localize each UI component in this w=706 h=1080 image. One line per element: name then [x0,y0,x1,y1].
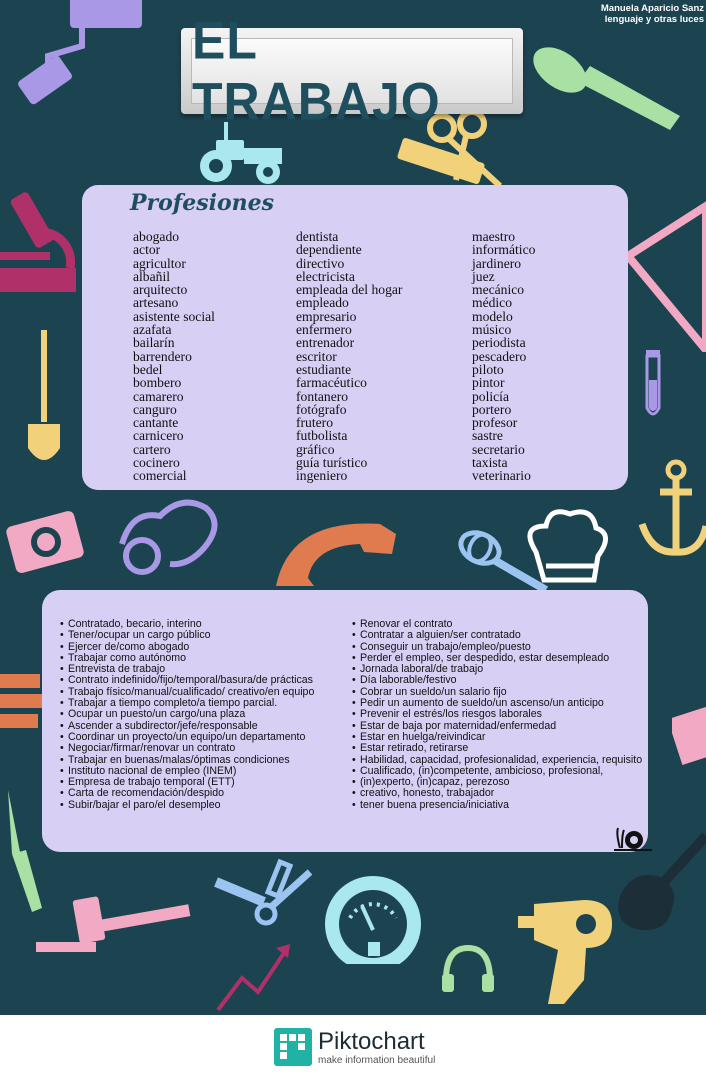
profession-item: juez [472,268,495,284]
profession-item: entrenador [296,335,355,351]
profession-item: mecánico [472,282,525,298]
wrench-screwdriver-icon [210,852,322,944]
expression-item: • Contratado, becario, interino [60,619,314,630]
profession-item: veterinario [472,468,531,484]
chart-arrow-icon [212,940,296,1015]
profession-item: frutero [296,415,333,431]
expression-item: • Conseguir un trabajo/empleo/puesto [352,642,642,653]
profession-item: profesor [472,415,518,431]
set-square-icon [624,200,706,352]
profession-item: músico [472,322,512,338]
snail-icon [612,824,654,852]
expressions-left-column [60,619,314,811]
profession-item: canguro [133,401,177,417]
expression-item: • Ocupar un puesto/un cargo/una plaza [60,709,314,720]
expression-item: • Cobrar un sueldo/un salario fijo [352,687,642,698]
gavel-icon [36,884,196,954]
profession-item: electricista [296,268,355,284]
expression-item: • Contrato indefinido/fijo/temporal/basura/de prácticas [60,675,314,686]
profession-item: futbolista [296,428,348,444]
title-banner [181,11,523,131]
footer [0,1015,706,1080]
profession-item: portero [472,401,512,417]
profession-item: cantante [133,415,179,431]
profession-item: carnicero [133,428,184,444]
profession-item: dentista [296,229,339,244]
piktochart-logo-icon [274,1028,312,1066]
profession-item: ingeniero [296,468,348,484]
profession-item: pintor [472,375,505,391]
brand-tagline: make information beautiful [318,1055,436,1066]
profession-item: informático [472,242,536,258]
telephone-icon [264,508,414,594]
expression-item: • Contratar a alguien/ser contratado [352,630,642,641]
profession-item: médico [472,295,513,311]
profession-item: fotógrafo [296,401,347,417]
page-title: EL TRABAJO [192,11,441,131]
expression-item: • Ascender a subdirector/jefe/responsable [60,721,314,732]
profession-item: estudiante [296,361,352,377]
brand-name: Piktochart [318,1028,425,1055]
expression-item: • (in)experto, (in)capaz, perezoso [352,777,642,788]
profession-item: dependiente [296,242,362,258]
microphone-icon [520,30,706,150]
profession-item: directivo [296,255,345,271]
expression-item: • Trabajar a tiempo completo/a tiempo parcial. [60,698,314,709]
expression-item: • Coordinar un proyecto/un equipo/un departamento [60,732,314,743]
professions-column-1 [133,230,215,483]
expression-item: • Ejercer de/como abogado [60,642,314,653]
profession-item: escritor [296,348,337,364]
expression-item: • Renovar el contrato [352,619,642,630]
profession-item: artesano [133,295,179,311]
expression-item: • Instituto nacional de empleo (INEM) [60,766,314,777]
profession-item: enfermero [296,322,352,338]
profession-item: actor [133,242,161,258]
title-plate [191,11,513,131]
profession-item: agricultor [133,255,186,271]
expression-item: • Empresa de trabajo temporal (ETT) [60,777,314,788]
profession-item: piloto [472,361,504,377]
stethoscope-icon [112,494,226,590]
profession-item: policía [472,388,509,404]
profession-item: modelo [472,308,513,324]
expression-item: • Trabajo físico/manual/cualificado/ creativo/en equipo [60,687,314,698]
profession-item: jardinero [472,255,522,271]
profession-item: bedel [133,361,163,377]
profession-item: guía turístico [296,455,368,471]
chef-hat-icon [524,508,610,586]
profession-item: empleado [296,295,349,311]
expression-item: • creativo, honesto, trabajador [352,788,642,799]
profession-item: fontanero [296,388,349,404]
profession-item: farmacéutico [296,375,367,391]
expression-item: • Perder el empleo, ser despedido, estar desempleado [352,653,642,664]
profession-item: empleada del hogar [296,282,403,298]
microscope-icon [0,182,90,298]
profession-item: bombero [133,375,182,391]
expression-item: • Habilidad, capacidad, profesionalidad, experiencia, requisito [352,755,642,766]
headphones-icon [440,944,496,994]
shovel-icon [24,330,64,472]
professions-column-2 [296,230,402,483]
expression-item: • Carta de recomendación/despido [60,788,314,799]
profession-item: taxista [472,455,508,471]
expression-item: • Negociar/firmar/renovar un contrato [60,743,314,754]
expression-item: • Prevenir el estrés/los riesgos laborales [352,709,642,720]
paint-roller-icon [12,0,142,120]
expression-item: • Día laborable/festivo [352,675,642,686]
fuel-gauge-icon [318,872,428,964]
profession-item: arquitecto [133,282,188,298]
profession-item: gráfico [296,441,335,457]
expression-item: • Jornada laboral/de trabajo [352,664,642,675]
expression-item: • Estar de baja por maternidad/enfermedad [352,721,642,732]
drill-icon [514,880,618,1010]
author-name: Manuela Aparicio Sanz [600,3,704,14]
expression-item: • Tener/ocupar un cargo público [60,630,314,641]
professions-column-3 [472,230,535,483]
author-credit [601,3,704,25]
profession-item: secretario [472,441,525,457]
profession-item: empresario [296,308,357,324]
profession-item: azafata [133,322,172,338]
expression-item: • Trabajar como autónomo [60,653,314,664]
test-tube-icon [640,350,664,420]
profession-item: barrendero [133,348,192,364]
profession-item: albañil [133,268,170,284]
profession-item: abogado [133,229,180,244]
expression-item: • Trabajar en buenas/malas/óptimas condiciones [60,755,314,766]
profession-item: comercial [133,468,187,484]
profession-item: asistente social [133,308,215,324]
profession-item: camarero [133,388,184,404]
camera-icon [4,500,86,576]
expressions-right-column [352,619,642,811]
expression-item: • Subir/bajar el paro/el desempleo [60,800,314,811]
envelope-icon [672,706,706,770]
profession-item: pescadero [472,348,527,364]
professions-heading: Profesiones [130,190,275,216]
expression-item: • tener buena presencia/iniciativa [352,800,642,811]
expression-item: • Pedir un aumento de sueldo/un ascenso/un anticipo [352,698,642,709]
anchor-icon [636,458,706,558]
expression-item: • Estar en huelga/reivindicar [352,732,642,743]
profession-item: periodista [472,335,526,351]
expression-item: • Entrevista de trabajo [60,664,314,675]
books-icon [0,668,44,738]
author-blog: lenguaje y otras luces [604,14,704,25]
profession-item: bailarín [133,335,175,351]
expression-item: • Cualificado, (in)competente, ambicioso, profesional, [352,766,642,777]
profession-item: sastre [472,428,503,444]
profession-item: maestro [472,229,516,244]
expression-item: • Estar retirado, retirarse [352,743,642,754]
profession-item: cartero [133,441,171,457]
profession-item: cocinero [133,455,180,471]
